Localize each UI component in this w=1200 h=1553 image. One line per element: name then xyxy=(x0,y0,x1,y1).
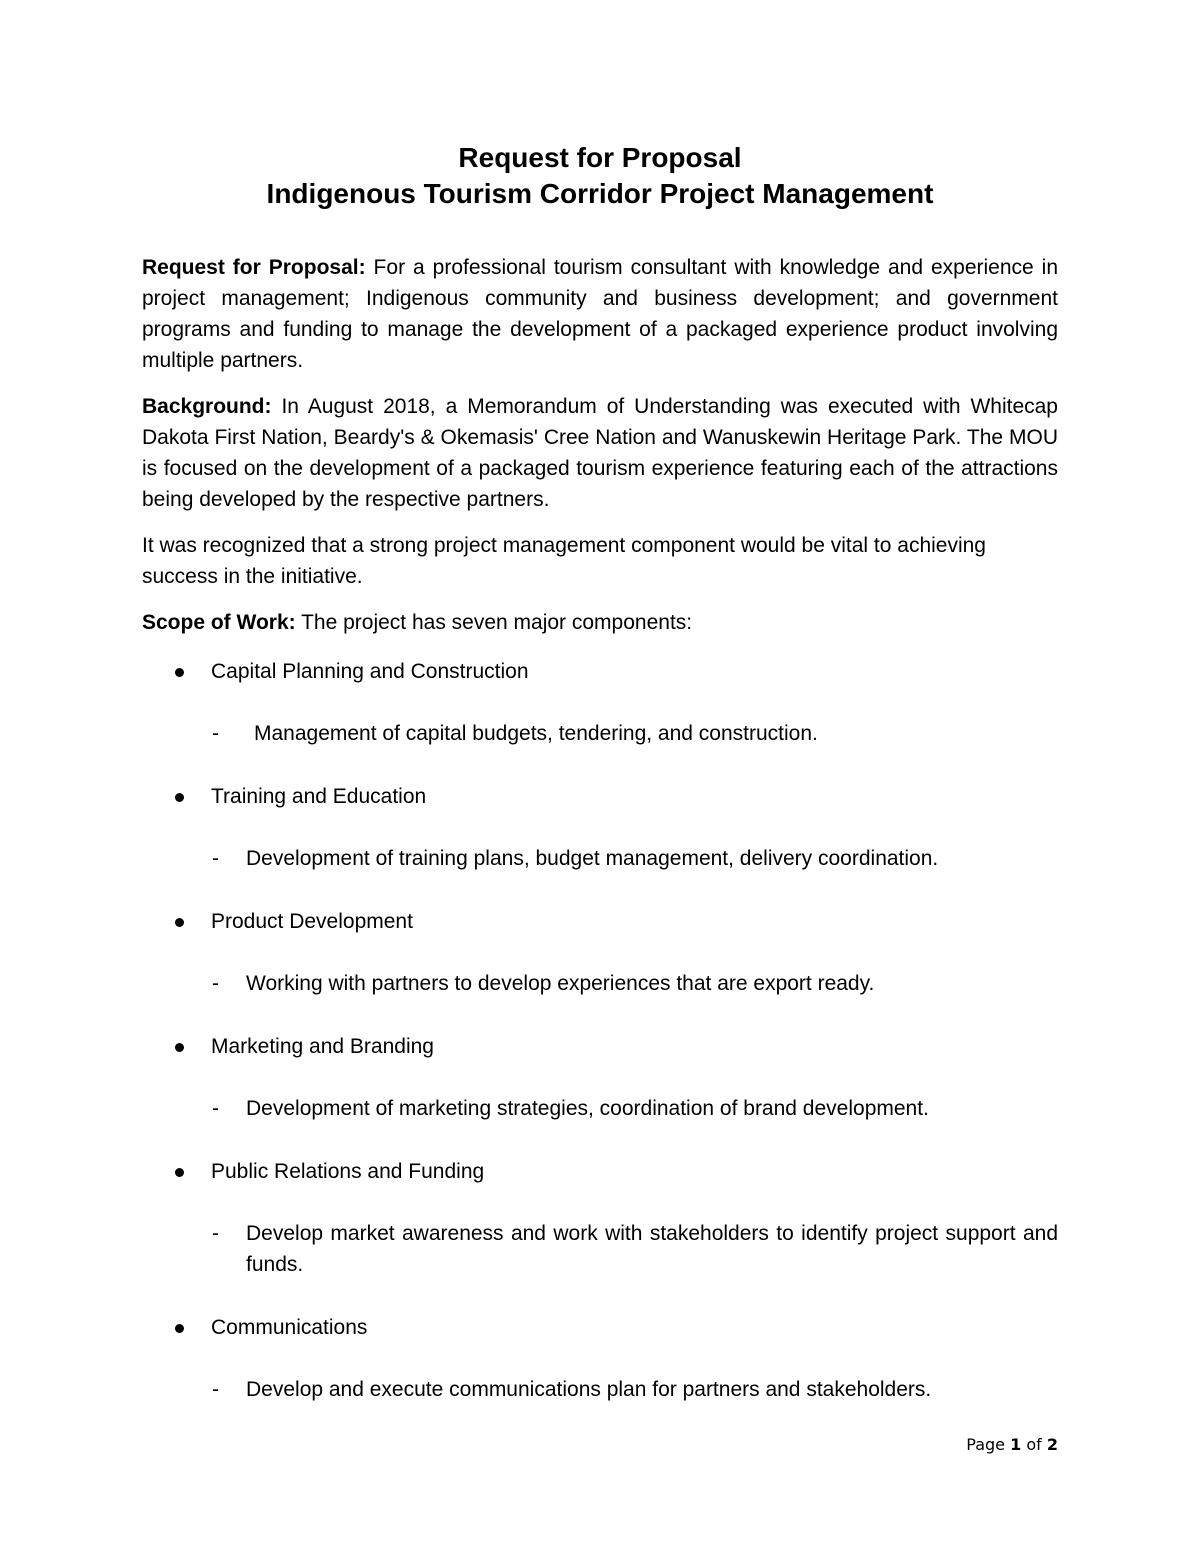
document-title: Request for Proposal xyxy=(458,142,742,173)
component-detail-text: Develop and execute communications plan for partners and stakeholders. xyxy=(246,1378,932,1401)
list-item xyxy=(142,656,1058,749)
recognized-paragraph: It was recognized that a strong project management component would be vital to achieving success in the initiative. xyxy=(142,534,986,588)
dash-icon: - xyxy=(212,1378,219,1401)
list-item xyxy=(142,1031,1058,1124)
component-heading xyxy=(142,1156,1058,1187)
component-heading xyxy=(142,906,1058,937)
list-item xyxy=(142,906,1058,999)
document-subtitle: Indigenous Tourism Corridor Project Management xyxy=(266,178,934,209)
rfp-text: For a professional tourism consultant with knowledge and experience in project management; Indigenous community and business development; and government programs and funding to manage the development of a packaged experience product involving multiple partners. xyxy=(142,256,1058,372)
dash-icon: - xyxy=(212,847,219,870)
dash-icon: - xyxy=(212,1222,219,1245)
component-heading xyxy=(142,656,1058,687)
component-detail xyxy=(142,1218,1058,1280)
document-content xyxy=(142,140,1058,1437)
scope-text: The project has seven major components: xyxy=(295,611,693,634)
dash-icon: - xyxy=(212,1097,219,1120)
scope-paragraph xyxy=(142,607,1058,638)
component-heading xyxy=(142,1312,1058,1343)
component-detail-text: Development of marketing strategies, coordination of brand development. xyxy=(246,1097,929,1120)
component-detail xyxy=(142,968,1058,999)
list-item xyxy=(142,781,1058,874)
page-total: 2 xyxy=(1046,1435,1058,1454)
scope-label: Scope of Work: xyxy=(142,611,296,634)
component-name: Capital Planning and Construction xyxy=(211,660,529,683)
dash-icon: - xyxy=(212,722,219,745)
page-word: Page xyxy=(966,1435,1006,1454)
bullet-icon xyxy=(175,918,184,927)
background-paragraph xyxy=(142,391,1058,515)
title-block xyxy=(142,140,1058,212)
component-detail-text: Working with partners to develop experiences that are export ready. xyxy=(246,972,875,995)
component-heading xyxy=(142,1031,1058,1062)
component-detail xyxy=(142,1093,1058,1124)
dash-icon: - xyxy=(212,972,219,995)
bullet-icon xyxy=(175,1168,184,1177)
components-list xyxy=(142,656,1058,1405)
component-name: Product Development xyxy=(211,910,413,933)
page-current: 1 xyxy=(1010,1435,1022,1454)
list-item xyxy=(142,1312,1058,1405)
component-name: Communications xyxy=(211,1316,368,1339)
component-heading xyxy=(142,781,1058,812)
component-detail xyxy=(142,1374,1058,1405)
component-name: Marketing and Branding xyxy=(211,1035,434,1058)
bullet-icon xyxy=(175,668,184,677)
of-word: of xyxy=(1026,1435,1042,1454)
component-detail-text: Management of capital budgets, tendering, and construction. xyxy=(254,722,818,745)
background-label: Background: xyxy=(142,395,272,418)
component-detail xyxy=(142,718,1058,749)
list-item xyxy=(142,1156,1058,1280)
background-text: In August 2018, a Memorandum of Understanding was executed with Whitecap Dakota First Nation, Beardy's & Okemasis' Cree Nation and Wanuskewin Heritage Park. The MOU is focused on the development of a packaged tourism experience featuring each of the attractions being developed by the respective partners. xyxy=(142,395,1058,511)
component-detail xyxy=(142,843,1058,874)
bullet-icon xyxy=(175,793,184,802)
bullet-icon xyxy=(175,1324,184,1333)
bullet-icon xyxy=(175,1043,184,1052)
page-number xyxy=(966,1434,1058,1456)
component-detail-text: Development of training plans, budget management, delivery coordination. xyxy=(246,847,939,870)
component-name: Public Relations and Funding xyxy=(211,1160,485,1183)
rfp-paragraph xyxy=(142,252,1058,376)
component-name: Training and Education xyxy=(211,785,427,808)
rfp-label: Request for Proposal: xyxy=(142,256,366,279)
component-detail-text: Develop market awareness and work with stakeholders to identify project support and funds. xyxy=(246,1222,1058,1276)
